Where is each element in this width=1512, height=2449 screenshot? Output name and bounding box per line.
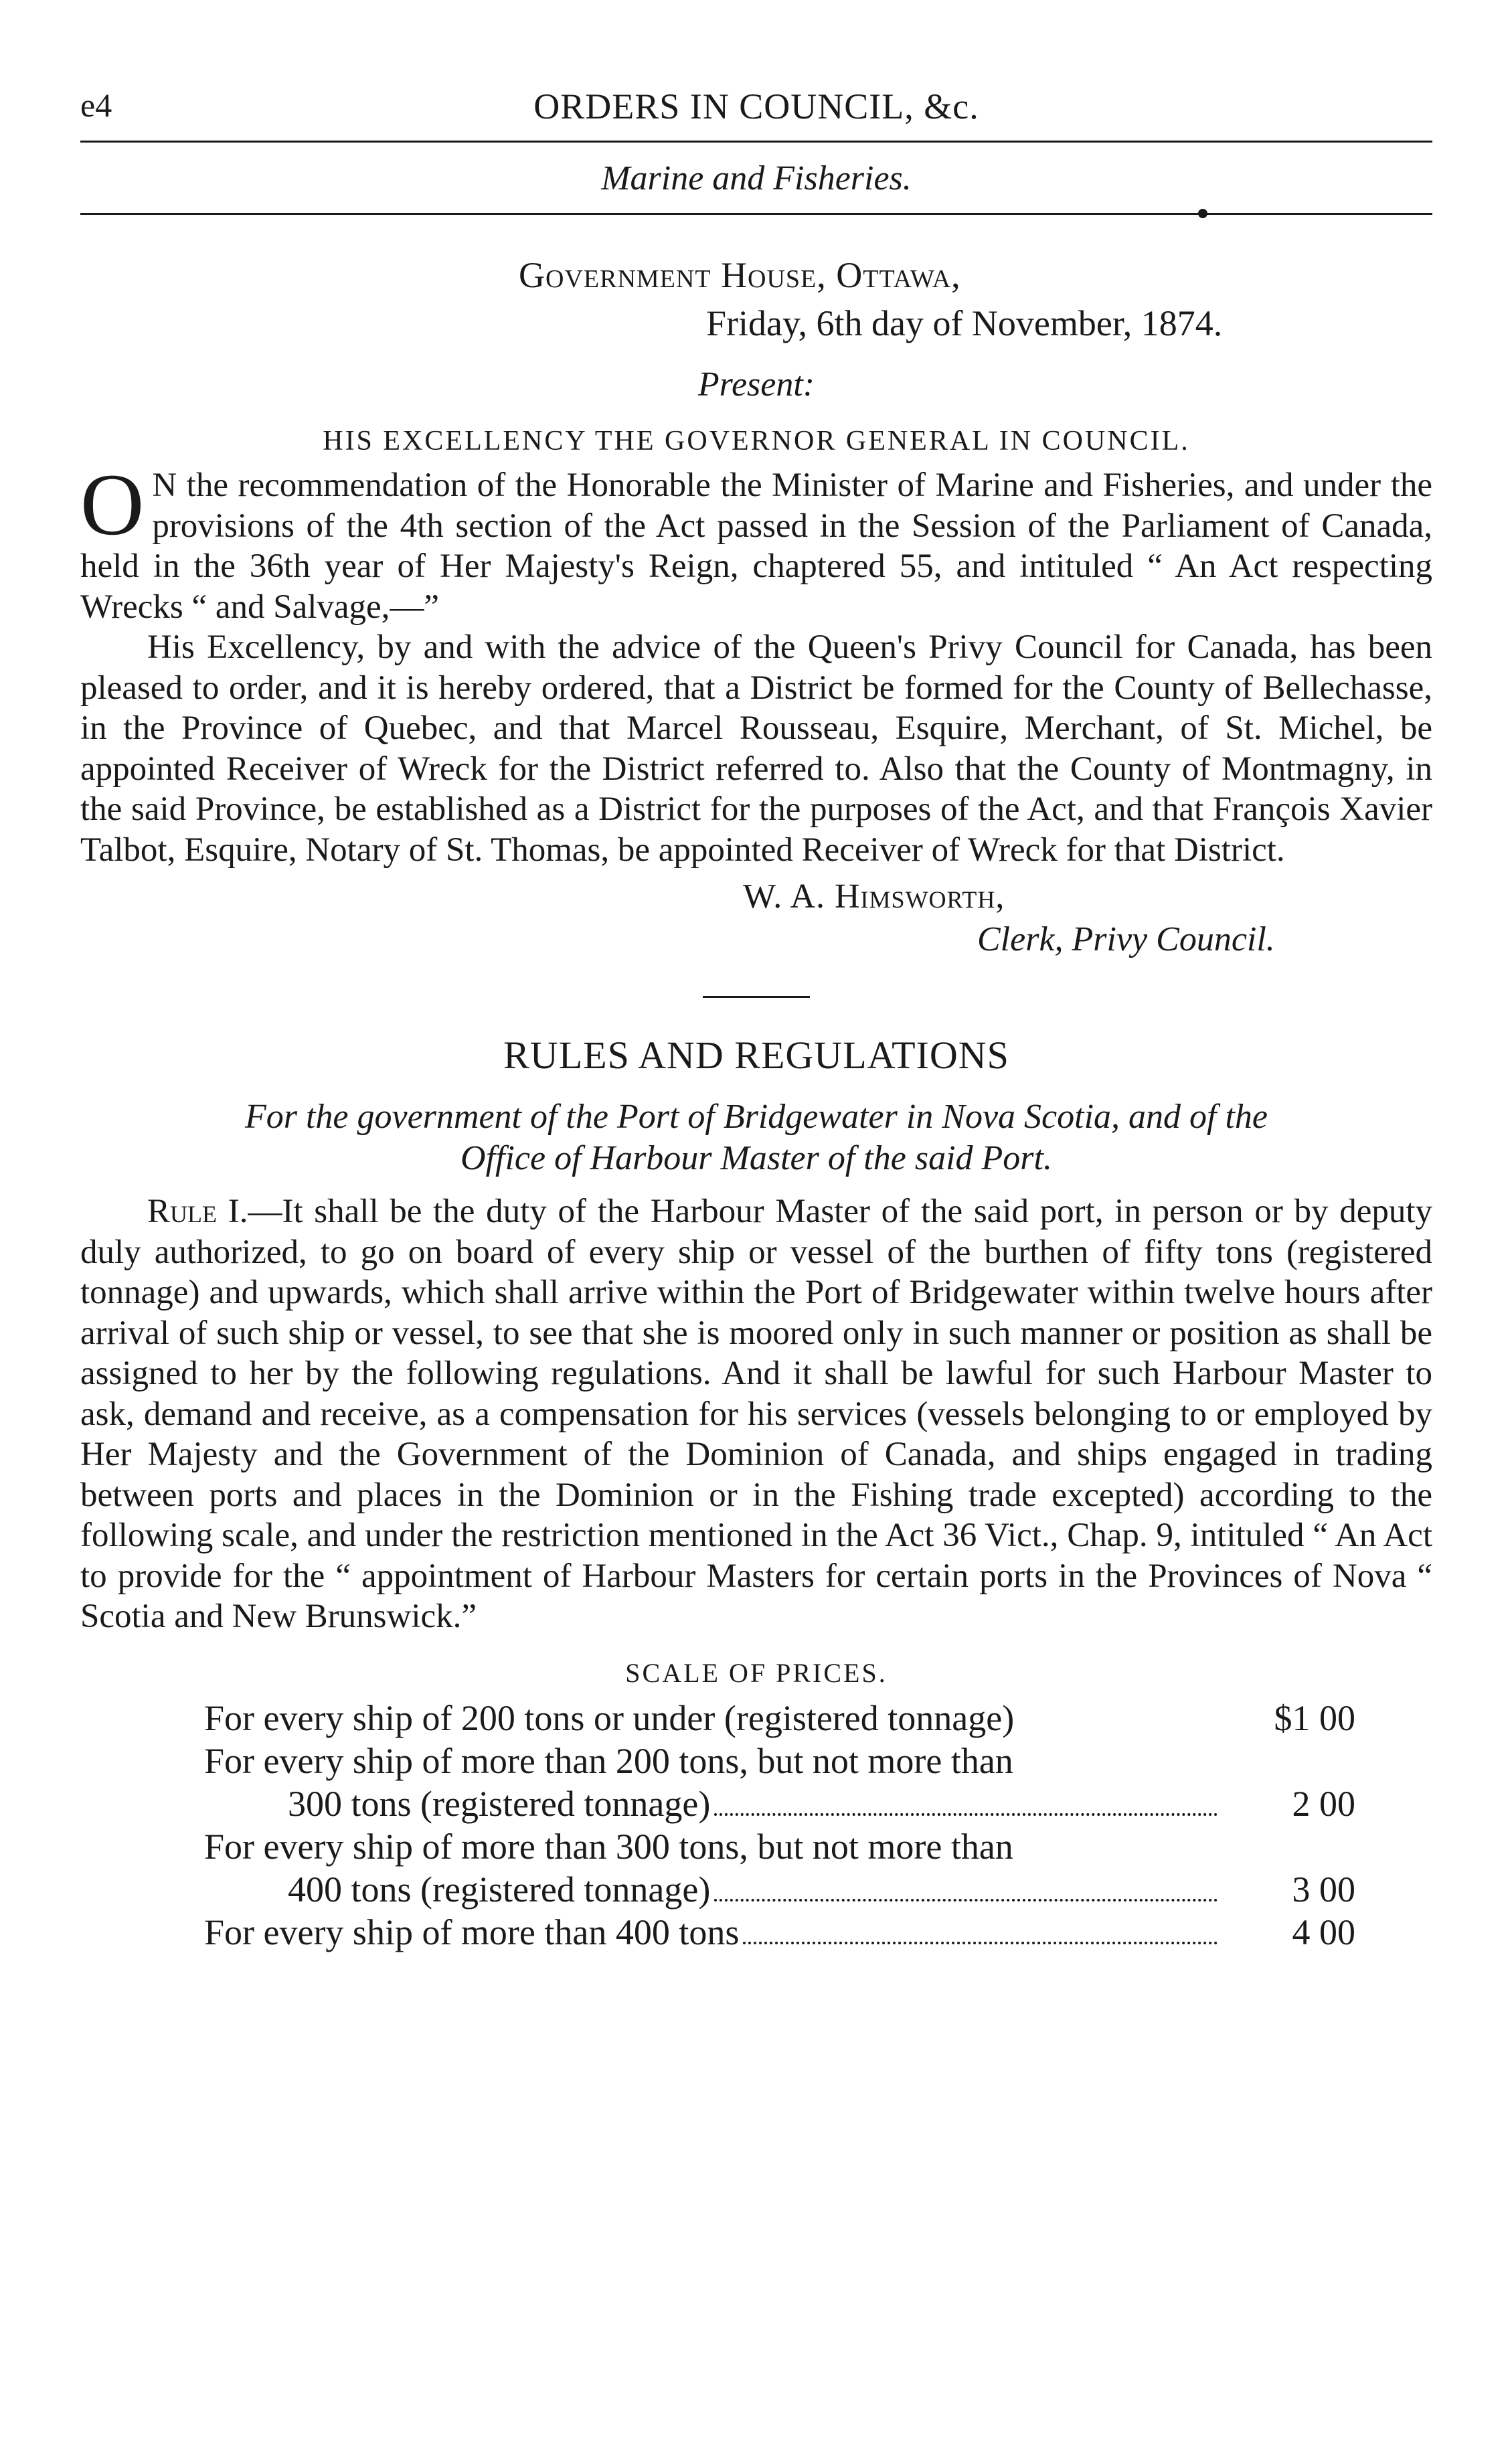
price-amount: $1 00: [1274, 1697, 1355, 1738]
price-description: For every ship of more than 200 tons, but not more than: [204, 1740, 1013, 1781]
rules-subtitle: [80, 1096, 1432, 1179]
document-page: [80, 80, 1432, 1954]
order-date: Friday, 6th day of November, 1874.: [706, 303, 1223, 343]
council-line: HIS EXCELLENCY THE GOVERNOR GENERAL IN COUNCIL.: [323, 426, 1190, 456]
scale-heading: SCALE OF PRICES.: [625, 1657, 888, 1688]
price-amount: 2 00: [1292, 1783, 1355, 1824]
page-header: [80, 80, 1432, 141]
rule-one-text: —It shall be the duty of the Harbour Master of the said port, in person or by deputy duly authorized, to go on board of every ship or vessel of the burthen of fifty tons (registered tonnage) and upwards, which shall arrive within the Port of Bridgewater within twelve hours after arrival of such ship or vessel, to see that she is moored only in such manner or position as shall be assigned to her by the following regulations. And it shall be lawful for such Harbour Master to ask, demand and receive, as a compensation for his services (vessels belonging to or employed by Her Majesty and the Government of the Dominion of Canada, and ships engaged in trading between ports and places in the Dominion or in the Fishing trade excepted) according to the following scale, and under the restriction mentioned in the Act 36 Vict., Chap. 9, intituled “ An Act to provide for the “ appointment of Harbour Masters for certain ports in the Provinces of Nova “ Scotia and New Brunswick.”: [80, 1193, 1433, 1635]
separator-rule: [703, 996, 810, 998]
price-list: [204, 1697, 1355, 1954]
signature-name: W. A. Himsworth,: [743, 877, 1005, 916]
price-description: For every ship of more than 300 tons, but not more than: [204, 1826, 1013, 1867]
order-paragraph-1-text: N the recommendation of the Honorable the Minister of Marine and Fisheries, and under the provisions of the 4th section of the Act passed in the Session of the Parliament of Canada, held in the 36th year of Her Majesty's Reign, chaptered 55, and intituled “ An Act respecting Wrecks “ and Salvage,—”: [80, 467, 1432, 626]
leader-dots: [714, 1813, 1217, 1816]
drop-cap: O: [80, 455, 145, 554]
price-amount: 4 00: [1292, 1912, 1355, 1952]
section-title: Marine and Fisheries.: [601, 159, 912, 197]
price-description: 400 tons (registered tonnage): [288, 1869, 711, 1910]
price-description: For every ship of more than 400 tons: [204, 1912, 740, 1952]
rule-label: Rule I.: [147, 1193, 248, 1230]
price-row: [204, 1697, 1355, 1740]
price-description: 300 tons (registered tonnage): [288, 1783, 711, 1824]
section-rule: [80, 213, 1432, 215]
order-paragraph-2-text: His Excellency, by and with the advice of the Queen's Privy Council for Canada, has been pleased to order, and it is hereby ordered, that a District be formed for the County of Bellechasse, in the Province of Quebec, and that Marcel Rousseau, Esquire, Merchant, of St. Michel, be appointed Receiver of Wreck for the District referred to. Also that the County of Montmagny, in the said Province, be established as a District for the purposes of the Act, and that François Xavier Talbot, Esquire, Notary of St. Thomas, be appointed Receiver of Wreck for that District.: [80, 628, 1432, 869]
signature-title: Clerk, Privy Council.: [977, 920, 1275, 958]
order-place: Government House, Ottawa,: [519, 255, 961, 295]
price-row: [204, 1740, 1355, 1782]
rule-one-paragraph: [80, 1191, 1432, 1637]
leader-dots: [743, 1942, 1217, 1944]
price-row: [204, 1911, 1355, 1954]
order-paragraph-2: [80, 627, 1432, 870]
rule-dot: [1198, 209, 1207, 218]
price-amount: 3 00: [1292, 1869, 1355, 1910]
leader-dots: [714, 1899, 1217, 1902]
price-description: For every ship of 200 tons or under (registered tonnage): [204, 1697, 1015, 1738]
rules-heading: RULES AND REGULATIONS: [503, 1033, 1009, 1077]
header-rule: [80, 141, 1432, 143]
rules-subtitle-line-2: Office of Harbour Master of the said Port.: [460, 1139, 1052, 1177]
running-title: ORDERS IN COUNCIL, &c.: [533, 86, 979, 126]
page-number: e4: [80, 86, 112, 124]
price-row-continuation: [204, 1868, 1355, 1911]
price-row-continuation: [204, 1782, 1355, 1825]
signature-block: [80, 875, 1432, 961]
rules-subtitle-line-1: For the government of the Port of Bridgewater in Nova Scotia, and of the: [244, 1098, 1268, 1136]
present-label: Present:: [697, 365, 815, 404]
order-paragraph-1: [80, 455, 1432, 627]
price-row: [204, 1825, 1355, 1868]
